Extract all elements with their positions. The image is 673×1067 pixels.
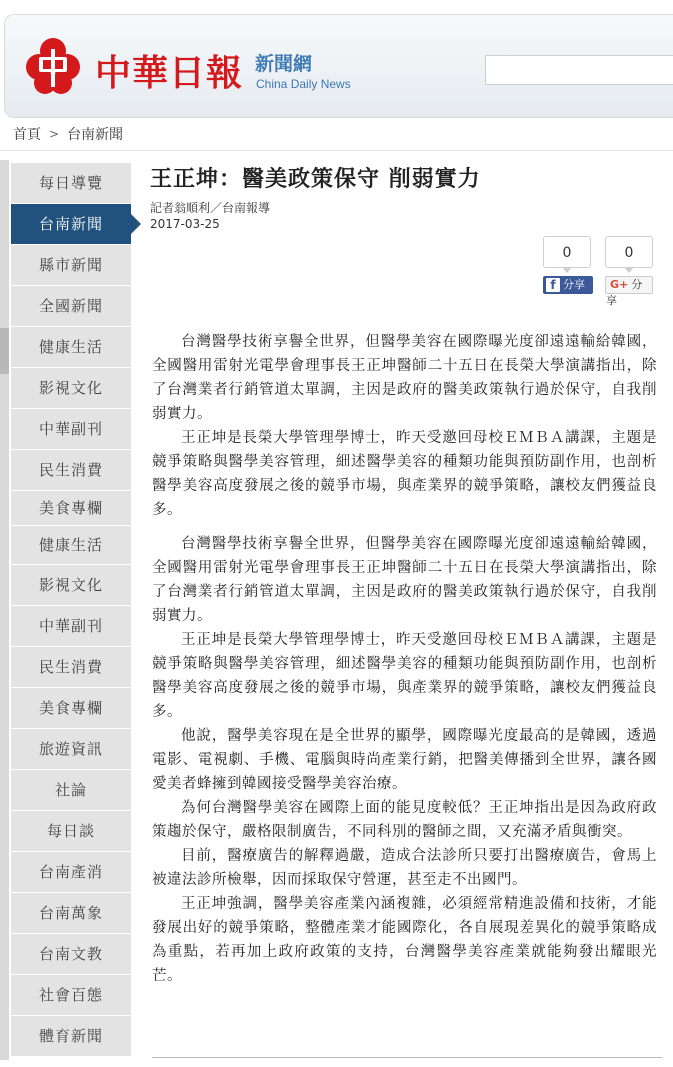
sidebar-item-travel[interactable]: 旅遊資訊: [11, 729, 131, 769]
paragraph-gap: [152, 522, 657, 532]
sidebar-item-county-news[interactable]: 縣市新聞: [11, 245, 131, 285]
breadcrumb-current-link[interactable]: 台南新聞: [67, 127, 124, 143]
article-paragraph: 目前，醫療廣告的解釋過嚴，造成合法診所只要打出醫療廣告，會馬上被違法診所檢舉，因而採取保守營運，甚至走不出國門。: [152, 848, 657, 888]
article-title: 王正坤：醫美政策保守 削弱實力: [150, 167, 481, 192]
article-date: 2017-03-25: [150, 217, 220, 231]
sidebar-item-sports[interactable]: 體育新聞: [11, 1016, 131, 1056]
sidebar-item-daily-guide[interactable]: 每日導覽: [11, 163, 131, 203]
facebook-share-button[interactable]: [543, 276, 593, 294]
sidebar-item-consumer-2[interactable]: 民生消費: [11, 647, 131, 687]
left-edge-accent: [0, 328, 9, 374]
article-end-divider: [152, 1057, 662, 1058]
article-paragraph: 王正坤強調，醫學美容產業內涵複雜，必須經常精進設備和技術，才能發展出好的競爭策略，整體產業才能國際化，各自展現差異化的競爭策略成為重點，若再加上政府政策的支持，台灣醫學美容產業就能夠發出耀眼光芒。: [152, 896, 657, 984]
article-reporter: 記者翁順利／台南報導: [150, 201, 271, 215]
breadcrumb-home-link[interactable]: 首頁: [13, 127, 41, 143]
article-paragraph: 王正坤是長榮大學管理學博士，昨天受邀回母校ＥＭＢＡ講課，主題是競爭策略與醫學美容管理，細述醫學美容的種類功能與預防副作用，也剖析醫學美容高度發展之後的競爭市場，與產業界的競爭策略，讓校友們獲益良多。: [152, 632, 657, 720]
sidebar-item-food[interactable]: 美食專欄: [11, 491, 131, 525]
sidebar-item-daily-talk[interactable]: 每日談: [11, 811, 131, 851]
article-byline: [150, 200, 270, 232]
gplus-share-count: 0: [605, 236, 653, 268]
sidebar-item-entertainment[interactable]: 影視文化: [11, 368, 131, 408]
fb-share-count: 0: [543, 236, 591, 268]
plum-blossom-logo-icon[interactable]: [25, 37, 81, 95]
search-input[interactable]: [485, 55, 673, 85]
sidebar-item-society[interactable]: 社會百態: [11, 975, 131, 1015]
sidebar-item-health[interactable]: 健康生活: [11, 327, 131, 367]
sidebar-item-editorial[interactable]: 社論: [11, 770, 131, 810]
article-paragraph: 為何台灣醫學美容在國際上面的能見度較低？王正坤指出是因為政府政策趨於保守，嚴格限制廣告，不同科別的醫師之間，又充滿矛盾與衝突。: [152, 800, 657, 840]
left-edge-strip: [0, 160, 9, 1060]
sidebar-nav: [11, 163, 131, 1057]
sidebar-item-food-2[interactable]: 美食專欄: [11, 688, 131, 728]
facebook-share-label: 分享: [563, 278, 585, 291]
article-paragraph: 王正坤是長榮大學管理學博士，昨天受邀回母校ＥＭＢＡ講課，主題是競爭策略與醫學美容管理，細述醫學美容的種類功能與預防副作用，也剖析醫學美容高度發展之後的競爭市場，與產業界的競爭策略，讓校友們獲益良多。: [152, 430, 657, 518]
site-header: [4, 14, 673, 118]
site-logo-text[interactable]: 中華日報: [95, 52, 244, 94]
sidebar-item-tainan-news[interactable]: 台南新聞: [11, 204, 131, 244]
breadcrumb-separator: >: [49, 127, 60, 141]
facebook-icon: f: [546, 278, 560, 292]
sidebar-item-entertainment-2[interactable]: 影視文化: [11, 565, 131, 605]
sidebar-item-national-news[interactable]: 全國新聞: [11, 286, 131, 326]
sidebar-item-consumer[interactable]: 民生消費: [11, 450, 131, 490]
sidebar-item-supplement[interactable]: 中華副刊: [11, 409, 131, 449]
sidebar-item-tainan-panorama[interactable]: 台南萬象: [11, 893, 131, 933]
article-body: [152, 330, 657, 988]
article-paragraph: 台灣醫學技術享譽全世界，但醫學美容在國際曝光度卻遠遠輸給韓國，全國醫用雷射光電學會理事長王正坤醫師二十五日在長榮大學演講指出，除了台灣業者行銷管道太單調，主因是政府的醫美政策執行過於保守，自我削弱實力。: [152, 536, 657, 624]
article-paragraph: 台灣醫學技術享譽全世界，但醫學美容在國際曝光度卻遠遠輸給韓國，全國醫用雷射光電學會理事長王正坤醫師二十五日在長榮大學演講指出，除了台灣業者行銷管道太單調，主因是政府的醫美政策執行過於保守，自我削弱實力。: [152, 334, 657, 422]
site-logo-subtitle: 新聞網: [255, 53, 313, 75]
site-logo-english: China Daily News: [256, 77, 351, 91]
breadcrumb-divider: [0, 150, 673, 151]
sidebar-item-health-2[interactable]: 健康生活: [11, 526, 131, 564]
breadcrumb: [13, 124, 123, 144]
googleplus-share-label: 分享: [606, 278, 643, 307]
sidebar-item-tainan-education[interactable]: 台南文教: [11, 934, 131, 974]
article-paragraph: 他說，醫學美容現在是全世界的顯學，國際曝光度最高的是韓國，透過電影、電視劇、手機、電腦與時尚產業行銷，把醫美傳播到全世界，讓各國愛美者蜂擁到韓國接受醫學美容治療。: [152, 728, 657, 792]
googleplus-icon: G+: [610, 278, 629, 291]
googleplus-share-button[interactable]: [605, 276, 653, 307]
sidebar-item-tainan-industry[interactable]: 台南產消: [11, 852, 131, 892]
sidebar-item-supplement-2[interactable]: 中華副刊: [11, 606, 131, 646]
